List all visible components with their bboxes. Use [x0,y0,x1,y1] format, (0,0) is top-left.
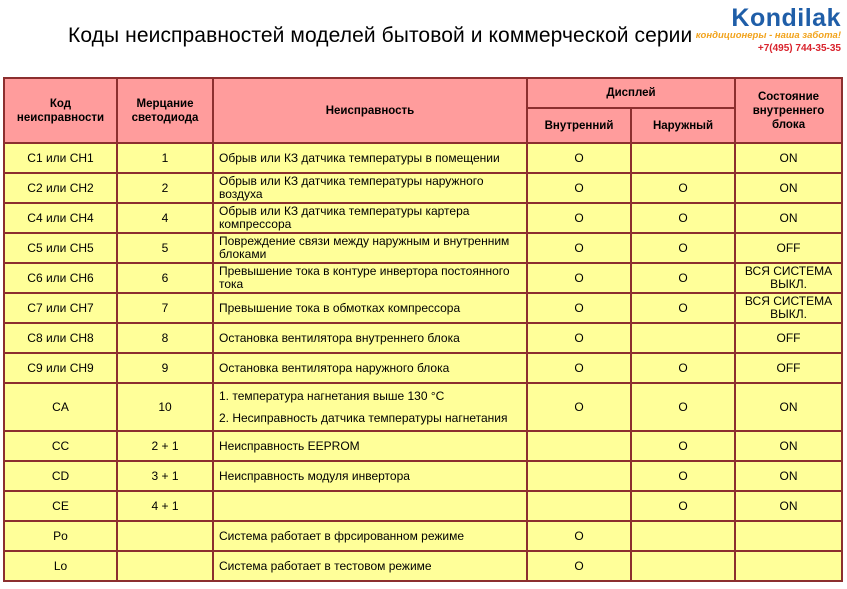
cell-inner: O [527,173,631,203]
cell-code: C7 или CH7 [4,293,117,323]
cell-fault: Система работает в тестовом режиме [213,551,527,581]
cell-fault: Неисправность EEPROM [213,431,527,461]
cell-outer [631,323,735,353]
cell-state: OFF [735,233,842,263]
cell-code: CA [4,383,117,431]
cell-state: OFF [735,353,842,383]
header-led: Мерцание светодиода [117,78,213,143]
cell-fault: Остановка вентилятора внутреннего блока [213,323,527,353]
cell-state: ON [735,461,842,491]
cell-outer: O [631,263,735,293]
cell-inner: O [527,353,631,383]
cell-inner: O [527,521,631,551]
cell-code: CC [4,431,117,461]
table-row [4,323,842,353]
table-row [4,263,842,293]
cell-led: 9 [117,353,213,383]
header-state: Состояние внутреннего блока [735,78,842,143]
error-codes-table [3,77,843,582]
header-display: Дисплей [527,78,735,108]
cell-led: 8 [117,323,213,353]
cell-fault: Превышение тока в обмотках компрессора [213,293,527,323]
cell-led: 5 [117,233,213,263]
cell-inner [527,431,631,461]
fault-line-2: 2. Несиправность датчика температуры нагнетания [219,411,508,425]
cell-fault: Превышение тока в контуре инвертора постоянного тока [213,263,527,293]
cell-code: C5 или CH5 [4,233,117,263]
cell-fault: Остановка вентилятора наружного блока [213,353,527,383]
table-row [4,551,842,581]
cell-inner: O [527,383,631,431]
logo-slogan: кондиционеры - наша забота! [695,30,841,41]
table-row [4,293,842,323]
cell-inner [527,491,631,521]
cell-code: C9 или CH9 [4,353,117,383]
table-row [4,233,842,263]
cell-outer: O [631,461,735,491]
cell-outer: O [631,383,735,431]
cell-outer [631,143,735,173]
cell-state: ON [735,431,842,461]
fault-line-1: 1. температура нагнетания выше 130 °С [219,389,445,403]
header-fault: Неисправность [213,78,527,143]
cell-state: ON [735,173,842,203]
cell-fault [213,491,527,521]
cell-state: ON [735,383,842,431]
cell-outer: O [631,293,735,323]
cell-state: ON [735,143,842,173]
table-row [4,203,842,233]
cell-outer: O [631,431,735,461]
table-row [4,353,842,383]
cell-inner: O [527,323,631,353]
cell-led [117,551,213,581]
cell-led [117,521,213,551]
cell-led: 2 [117,173,213,203]
cell-inner: O [527,293,631,323]
cell-inner: O [527,143,631,173]
cell-led: 1 [117,143,213,173]
cell-led: 4 [117,203,213,233]
cell-code: Lo [4,551,117,581]
cell-state: OFF [735,323,842,353]
cell-fault [213,383,527,431]
table-row [4,143,842,173]
cell-outer [631,521,735,551]
cell-inner [527,461,631,491]
logo-phone: +7(495) 744-35-35 [757,43,841,54]
logo-name: Kondilak [731,4,841,32]
cell-inner: O [527,551,631,581]
cell-inner: O [527,203,631,233]
table-row [4,173,842,203]
header-outer: Наружный [631,108,735,143]
cell-code: CE [4,491,117,521]
cell-code: CD [4,461,117,491]
cell-code: C6 или CH6 [4,263,117,293]
cell-code: C4 или CH4 [4,203,117,233]
cell-fault: Повреждение связи между наружным и внутренним блоками [213,233,527,263]
cell-led: 6 [117,263,213,293]
cell-state [735,521,842,551]
cell-code: C2 или CH2 [4,173,117,203]
cell-inner: O [527,263,631,293]
cell-inner: O [527,233,631,263]
cell-led: 10 [117,383,213,431]
cell-led: 4 + 1 [117,491,213,521]
cell-outer [631,551,735,581]
cell-state: ON [735,203,842,233]
cell-state [735,551,842,581]
table-row [4,383,842,431]
cell-outer: O [631,491,735,521]
cell-state: ВСЯ СИСТЕМА ВЫКЛ. [735,293,842,323]
cell-state: ON [735,491,842,521]
brand-logo[interactable] [731,4,841,32]
cell-code: C8 или CH8 [4,323,117,353]
cell-state: ВСЯ СИСТЕМА ВЫКЛ. [735,263,842,293]
cell-outer: O [631,173,735,203]
cell-code: Po [4,521,117,551]
cell-outer: O [631,353,735,383]
page-title: Коды неисправностей моделей бытовой и коммерческой серии [68,24,693,47]
table-row [4,491,842,521]
cell-led: 2 + 1 [117,431,213,461]
cell-fault: Обрыв или КЗ датчика температуры наружного воздуха [213,173,527,203]
header-code: Код неисправности [4,78,117,143]
table-row [4,431,842,461]
table-row [4,521,842,551]
cell-outer: O [631,233,735,263]
table-row [4,461,842,491]
cell-led: 7 [117,293,213,323]
cell-fault: Неисправность модуля инвертора [213,461,527,491]
cell-code: C1 или CH1 [4,143,117,173]
cell-fault: Система работает в фрсированном режиме [213,521,527,551]
cell-led: 3 + 1 [117,461,213,491]
cell-outer: O [631,203,735,233]
cell-fault: Обрыв или КЗ датчика температуры в помещении [213,143,527,173]
header-inner: Внутренний [527,108,631,143]
cell-fault: Обрыв или КЗ датчика температуры картера компрессора [213,203,527,233]
